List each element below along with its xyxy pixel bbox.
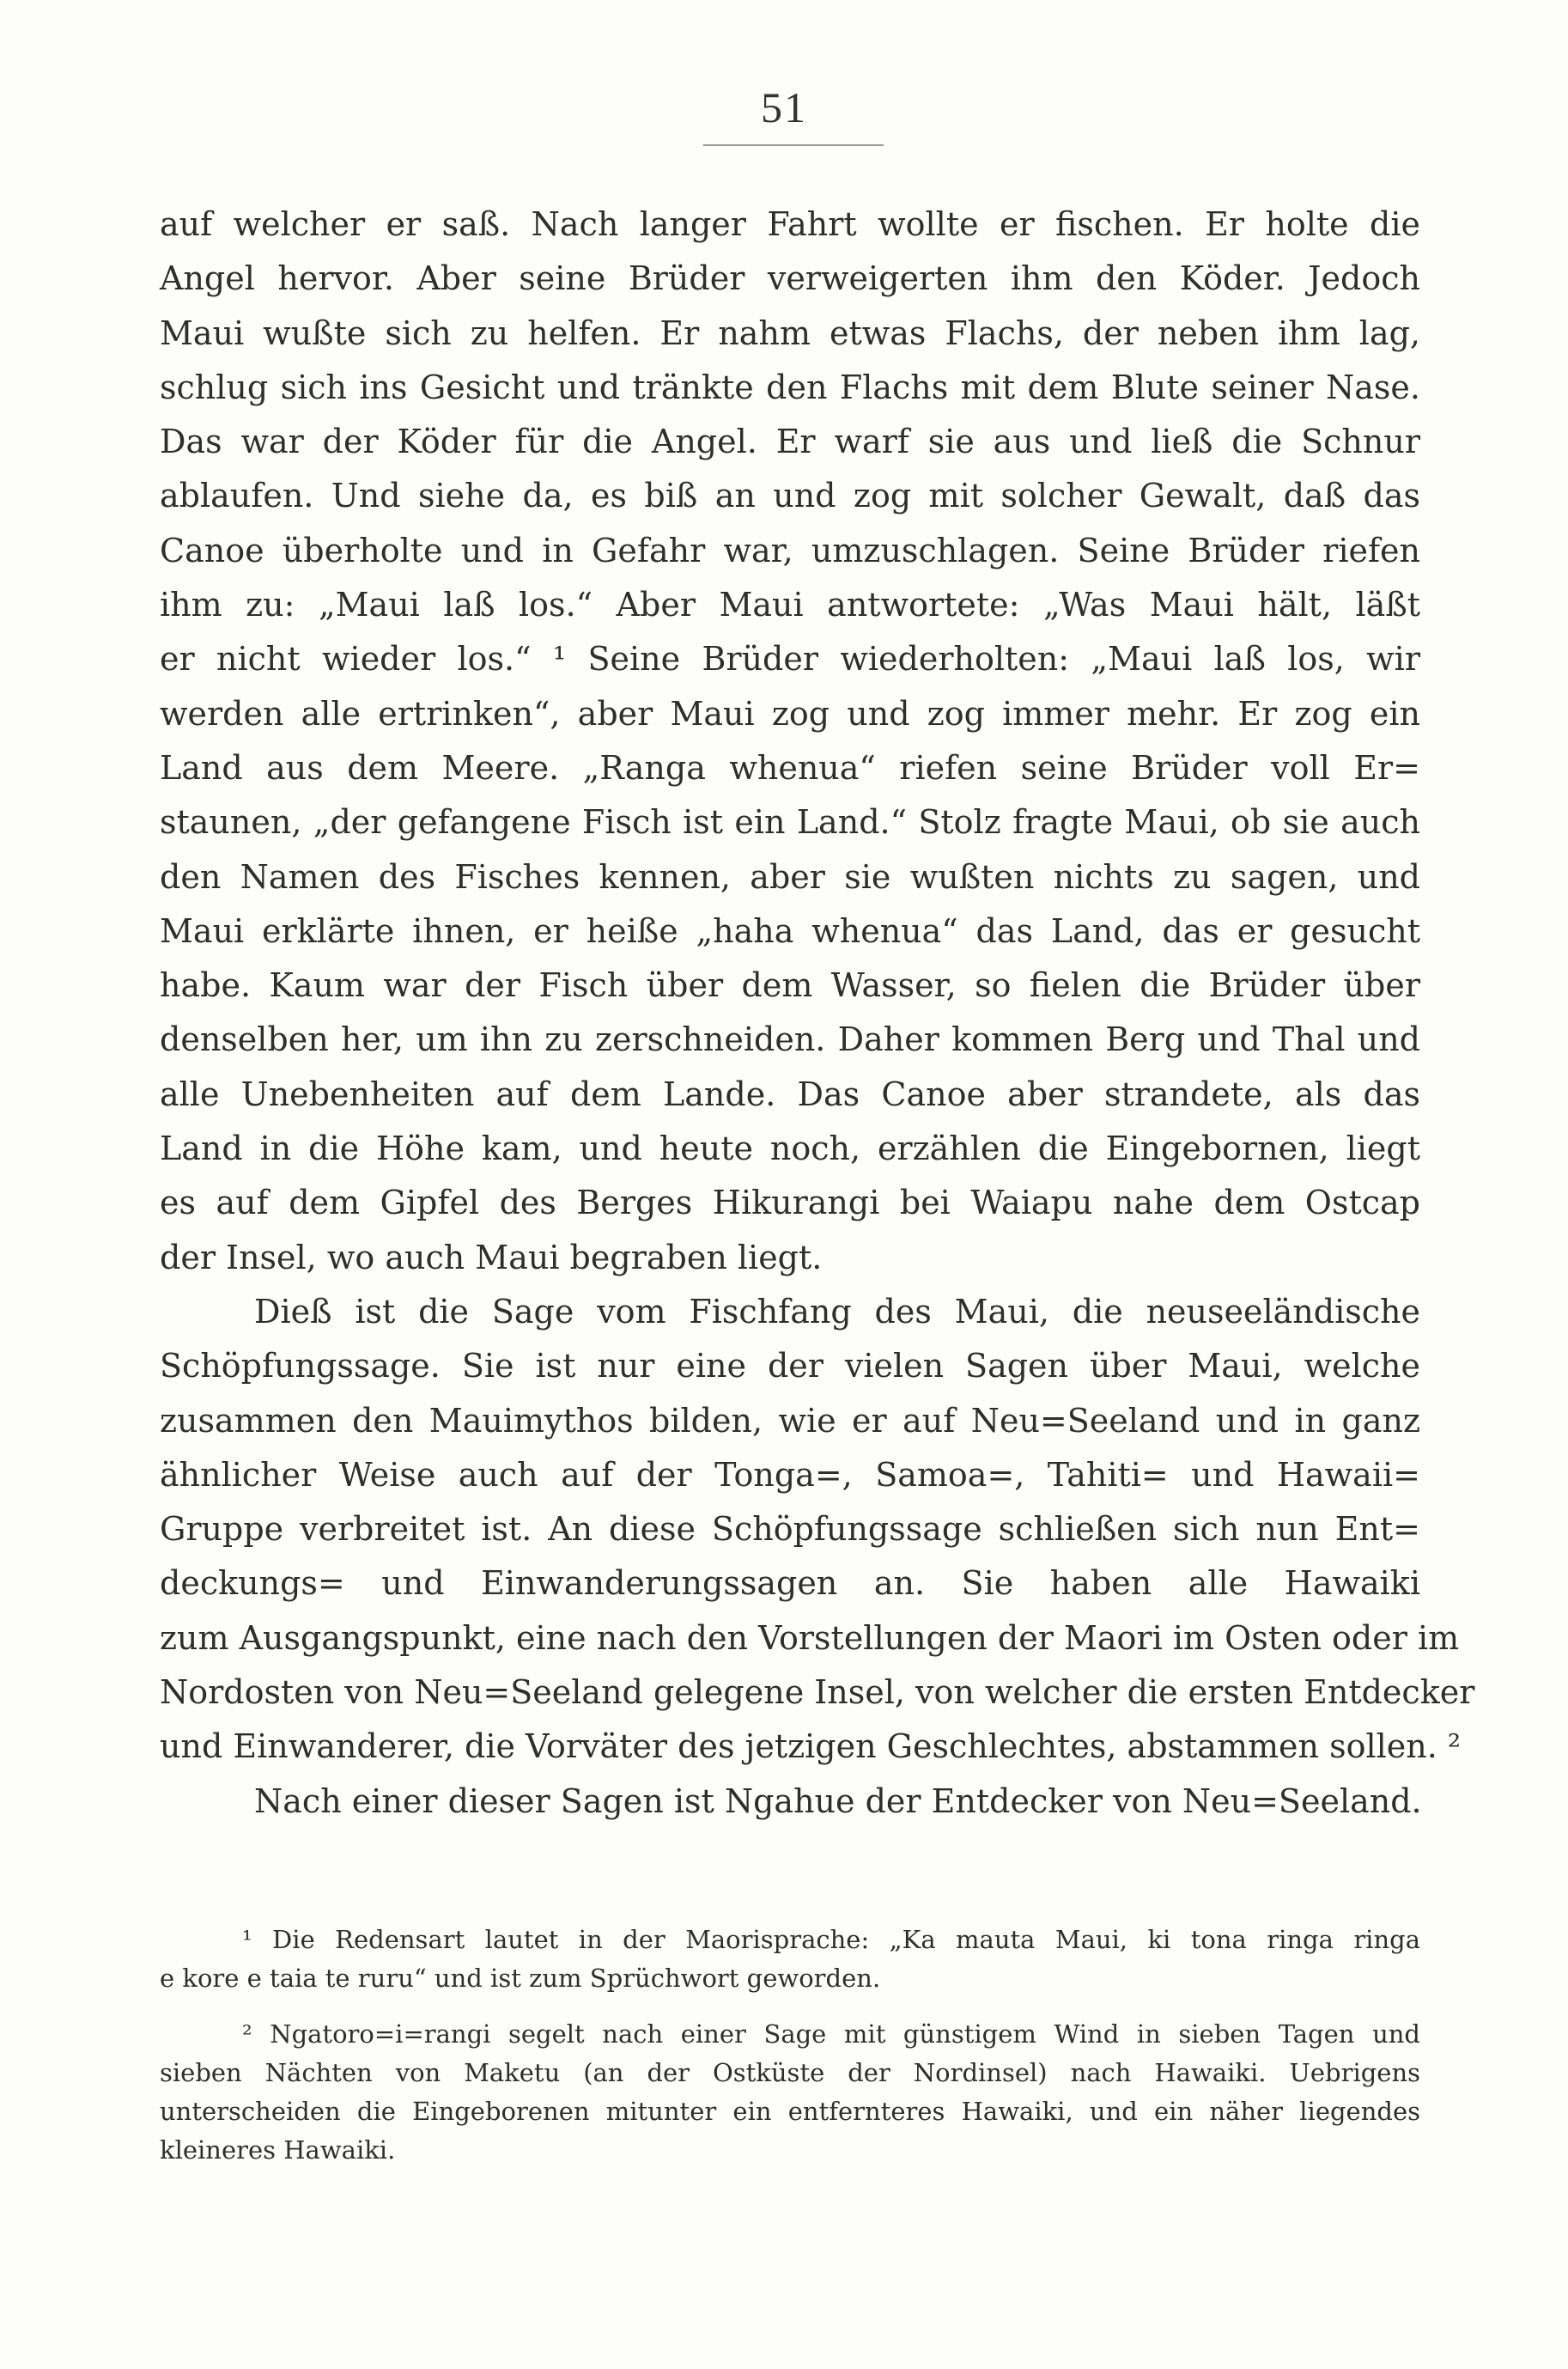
- text-line: Nach einer dieser Sagen ist Ngahue der Entdecker von Neu=Seeland.: [254, 1781, 1422, 1820]
- footnote-line: kleineres Hawaiki.: [160, 2135, 396, 2165]
- footnote-line: ² Ngatoro=i=rangi segelt nach einer Sage mit günstigem Wind in sieben Tagen und: [242, 2019, 1420, 2049]
- text-line: zum Ausgangspunkt, eine nach den Vorstellungen der Maori im Osten oder im: [160, 1618, 1460, 1657]
- text-line: staunen, „der gefangene Fisch ist ein Land.“ Stolz fragte Maui, ob sie auch: [160, 803, 1420, 842]
- text-line: denselben her, um ihn zu zerschneiden. Daher kommen Berg und Thal und: [160, 1020, 1420, 1059]
- text-line: auf welcher er saß. Nach langer Fahrt wollte er fischen. Er holte die: [160, 205, 1420, 243]
- text-line: alle Unebenheiten auf dem Lande. Das Canoe aber strandete, als das: [160, 1075, 1420, 1113]
- footnote-line: ¹ Die Redensart lautet in der Maorisprache: „Ka mauta Maui, ki tona ringa ringa: [242, 1925, 1420, 1954]
- text-line: zusammen den Mauimythos bilden, wie er auf Neu=Seeland und in ganz: [160, 1401, 1420, 1440]
- text-line: und Einwanderer, die Vorväter des jetzigen Geschlechtes, abstammen sollen. ²: [160, 1727, 1462, 1766]
- text-line: habe. Kaum war der Fisch über dem Wasser, so fielen die Brüder über: [160, 966, 1420, 1005]
- text-line: schlug sich ins Gesicht und tränkte den Flachs mit dem Blute seiner Nase.: [160, 368, 1420, 406]
- text-line: ähnlicher Weise auch auf der Tonga=, Samoa=, Tahiti= und Hawaii=: [160, 1455, 1420, 1494]
- text-line: es auf dem Gipfel des Berges Hikurangi bei Waiapu nahe dem Ostcap: [160, 1184, 1420, 1222]
- page-number: 51: [761, 83, 807, 131]
- text-line: Land in die Höhe kam, und heute noch, erzählen die Eingebornen, liegt: [160, 1130, 1420, 1168]
- text-line: Maui erklärte ihnen, er heiße „haha whenua“ das Land, das er gesucht: [160, 911, 1420, 950]
- text-line: Gruppe verbreitet ist. An diese Schöpfungssage schließen sich nun Ent=: [160, 1510, 1420, 1549]
- text-line: Nordosten von Neu=Seeland gelegene Insel, von welcher die ersten Entdecker: [160, 1673, 1475, 1712]
- footnotes: [160, 1921, 1420, 2170]
- text-line: deckungs= und Einwanderungssagen an. Sie haben alle Hawaiki: [160, 1564, 1420, 1603]
- footnote-line: unterscheiden die Eingeborenen mitunter ein entfernteres Hawaiki, und ein näher liegendes: [160, 2097, 1420, 2126]
- text-line: Schöpfungssage. Sie ist nur eine der vielen Sagen über Maui, welche: [160, 1347, 1420, 1385]
- text-line: Angel hervor. Aber seine Brüder verweigerten ihm den Köder. Jedoch: [160, 259, 1420, 298]
- text-line: ablaufen. Und siehe da, es biß an und zog mit solcher Gewalt, daß das: [160, 477, 1420, 515]
- text-line: ihm zu: „Maui laß los.“ Aber Maui antwortete: „Was Maui hält, läßt: [160, 586, 1420, 624]
- footnote-line: sieben Nächten von Maketu (an der Ostküste der Nordinsel) nach Hawaiki. Uebrigens: [160, 2058, 1420, 2087]
- text-line: Land aus dem Meere. „Ranga whenua“ riefen seine Brüder voll Er=: [160, 748, 1420, 787]
- text-line: Canoe überholte und in Gefahr war, umzuschlagen. Seine Brüder riefen: [160, 531, 1420, 569]
- text-line: Maui wußte sich zu helfen. Er nahm etwas Flachs, der neben ihm lag,: [160, 314, 1420, 352]
- header-rule: [703, 144, 884, 146]
- text-line: er nicht wieder los.“ ¹ Seine Brüder wiederholten: „Maui laß los, wir: [160, 640, 1420, 679]
- text-line: der Insel, wo auch Maui begraben liegt.: [160, 1238, 823, 1276]
- text-line: Das war der Köder für die Angel. Er warf sie aus und ließ die Schnur: [160, 423, 1420, 461]
- text-line: Dieß ist die Sage vom Fischfang des Maui, die neuseeländische: [254, 1292, 1420, 1331]
- text-line: werden alle ertrinken“, aber Maui zog und zog immer mehr. Er zog ein: [160, 694, 1420, 733]
- footnote-gap: [160, 1998, 1420, 2015]
- footnote-line: e kore e taia te ruru“ und ist zum Sprüchwort geworden.: [160, 1964, 881, 1993]
- body-text: [160, 198, 1475, 1829]
- text-line: den Namen des Fisches kennen, aber sie wußten nichts zu sagen, und: [160, 857, 1420, 896]
